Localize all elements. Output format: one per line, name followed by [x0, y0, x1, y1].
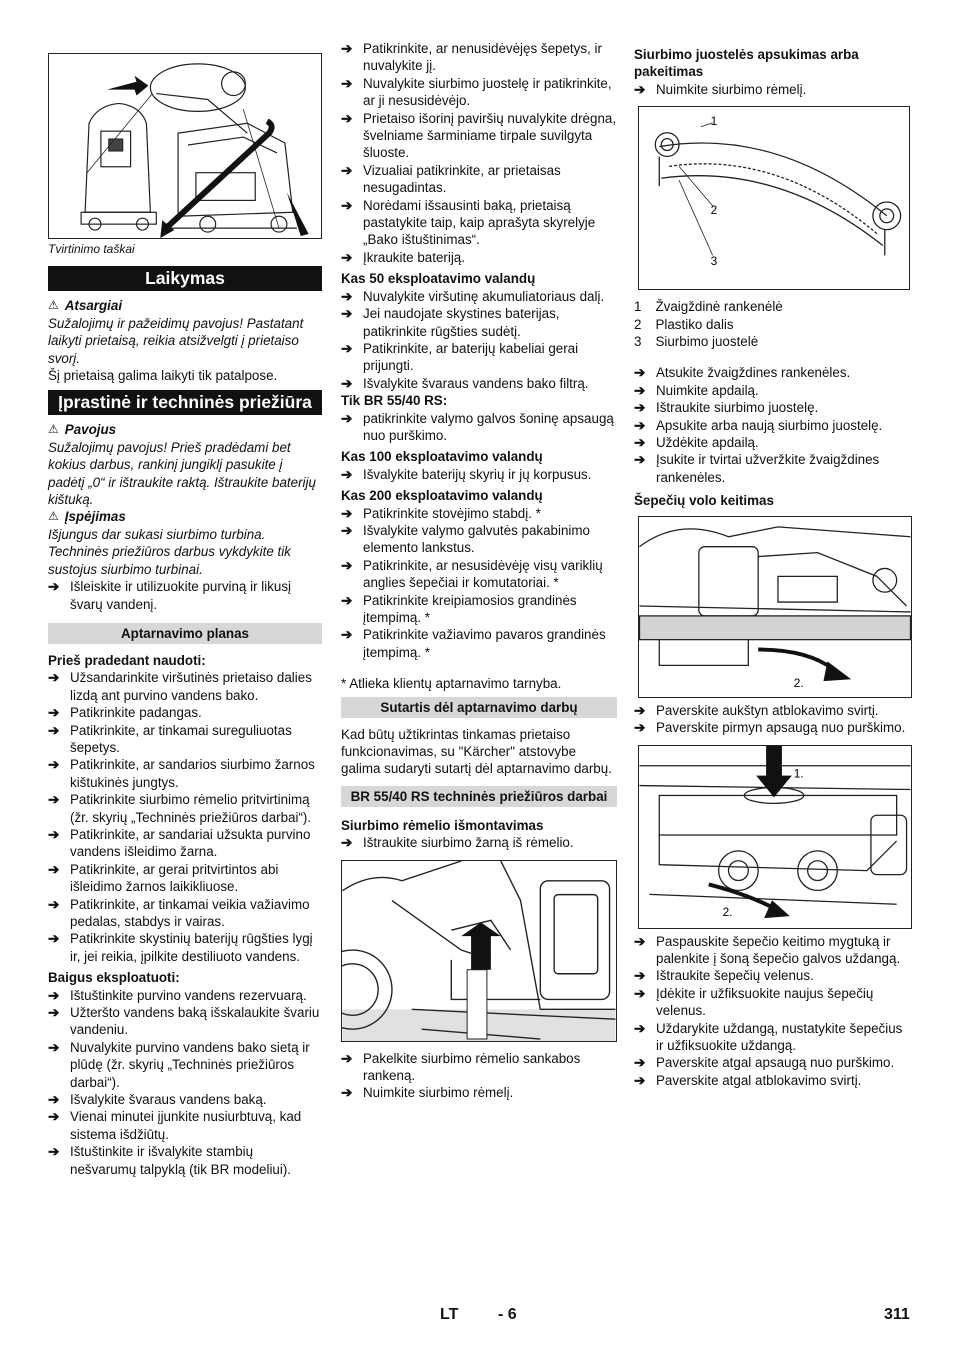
heading-200h: Kas 200 eksploatavimo valandų — [341, 488, 543, 504]
fig3-label-2: 2. — [722, 904, 733, 919]
arrow-icon: ➔ — [341, 288, 353, 304]
list-item: ➔ Vienai minutei įjunkite nusiurbtuvą, kad sistema išdžiūtų. — [48, 1109, 302, 1142]
list-item: ➔ Patikrinkite, ar baterijų kabeliai gerai prijungti. — [341, 340, 579, 374]
figure-squeegee — [638, 106, 910, 290]
steps-only-br — [341, 410, 617, 445]
list-item: ➔ Patikrinkite, ar sandarios siurbimo žarnos kištukinės jungtys. — [48, 757, 315, 790]
list-item: ➔ Pakelkite siurbimo rėmelio sankabos rankeną. — [341, 1050, 581, 1084]
frame-lever-illustration — [342, 861, 616, 1041]
list-item: ➔ Ištuštinkite purvino vandens rezervuarą. — [48, 987, 307, 1003]
list-item: ➔ Patikrinkite padangas. — [48, 705, 202, 721]
strip-steps-1 — [634, 81, 912, 98]
heading-50h: Kas 50 eksploatavimo valandų — [341, 271, 536, 287]
list-item: ➔ Uždarykite uždangą, nustatykite šepečius ir užfiksuokite uždangą. — [634, 1020, 903, 1053]
list-item: ➔ Uždėkite apdailą. — [634, 435, 759, 451]
remove-steps-1 — [341, 834, 617, 851]
arrow-icon: ➔ — [48, 861, 60, 877]
list-item: ➔ Patikrinkite, ar tinkamai sureguliuotas šepetys. — [48, 722, 292, 755]
legend-item: 2 Plastiko dalis — [634, 316, 734, 332]
arrow-icon: ➔ — [341, 1085, 353, 1101]
list-item: ➔ Įdėkite ir užfiksuokite naujus šepečių velenus. — [634, 985, 874, 1019]
list-item: ➔ Paspauskite šepečio keitimo mygtuką ir palenkite į šoną šepečio galvos uždangą. — [634, 933, 901, 966]
danger-label — [48, 421, 322, 438]
list-item: ➔ Patikrinkite siurbimo rėmelio pritvirtinimą (žr. skyrių „Techninės priežiūros darbai“). — [48, 792, 312, 825]
danger-text: Sužalojimų pavojus! Prieš pradėdami bet kokius darbus, rankinį jungiklį pasukite į padėtį „0“ ir ištraukite raktą. Ištraukite baterijų kištuką. — [48, 439, 316, 508]
arrow-icon: ➔ — [634, 400, 646, 416]
list-item: ➔ Nuimkite apdailą. — [634, 382, 759, 398]
arrow-icon: ➔ — [634, 81, 646, 97]
caution-label — [48, 297, 322, 314]
list-item: ➔ Patikrinkite važiavimo pavaros grandinės įtempimą. * — [341, 627, 606, 660]
figure-brush-cover — [638, 745, 912, 929]
footer-local-page: - 6 — [498, 1306, 517, 1323]
list-item: ➔ Vizualiai patikrinkite, ar prietaisas nesugadintas. — [341, 162, 561, 196]
caution-text: Sužalojimų ir pažeidimų pavojus! Pastatant laikyti prietaisą, reikia atsižvelgti į prietaiso svorį. — [48, 315, 304, 366]
arrow-icon: ➔ — [341, 41, 353, 56]
arrow-icon: ➔ — [634, 720, 646, 736]
arrow-icon: ➔ — [48, 1005, 60, 1021]
list-item: ➔ Įkraukite bateriją. — [341, 249, 465, 265]
list-item: ➔ Ištraukite šepečių velenus. — [634, 968, 814, 984]
arrow-icon: ➔ — [634, 435, 646, 451]
steps-100h — [341, 466, 617, 483]
list-item: ➔ Užteršto vandens baką išskalaukite švariu vandeniu. — [48, 1005, 320, 1038]
list-item: ➔ Užsandarinkite viršutinės prietaiso dalies lizdą ant purvino vandens bako. — [48, 670, 312, 703]
arrow-icon: ➔ — [634, 382, 646, 398]
footnote: * Atlieka klientų aptarnavimo tarnyba. — [341, 676, 562, 692]
arrow-icon: ➔ — [634, 702, 646, 718]
before-title: Prieš pradedant naudoti: — [48, 652, 206, 668]
arrow-icon: ➔ — [48, 1144, 60, 1160]
list-item: ➔ Patikrinkite stovėjimo stabdį. * — [341, 505, 541, 521]
arrow-icon: ➔ — [634, 452, 646, 468]
arrow-icon: ➔ — [341, 1050, 353, 1066]
list-item: ➔ Patikrinkite, ar nesusidėvėję visų variklių anglies šepečiai ir komutatoriai. * — [341, 557, 603, 591]
caution-label-text: Atsargiai — [64, 298, 123, 314]
list-item: ➔ Paverskite pirmyn apsaugą nuo purškimo. — [634, 720, 906, 736]
steps-50h — [341, 288, 617, 392]
warning-text: Išjungus dar sukasi siurbimo turbina. Techninės priežiūros darbus vykdykite tik sustojus siurbimo turbinai. — [48, 526, 291, 577]
list-item: ➔ Patikrinkite, ar gerai pritvirtintos abi išleidimo žarnos laikikliuose. — [48, 861, 279, 895]
legend-item: 1 Žvaigždinė rankenėlė — [634, 299, 783, 315]
arrow-icon: ➔ — [48, 579, 60, 595]
arrow-icon: ➔ — [634, 985, 646, 1001]
list-item: ➔ Paverskite atgal apsaugą nuo purškimo. — [634, 1055, 895, 1071]
list-item: ➔ Įsukite ir tvirtai užveržkite žvaigždines rankenėles. — [634, 452, 880, 485]
steps-200h — [341, 505, 617, 662]
arrow-icon: ➔ — [48, 1092, 60, 1108]
list-item: ➔ Nuvalykite viršutinę akumuliatoriaus dalį. — [341, 288, 605, 304]
list-item: ➔ Nuvalykite purvino vandens bako sietą ir plūdę (žr. skyrių „Techninės priežiūros darbai“). — [48, 1039, 310, 1090]
arrow-icon: ➔ — [341, 197, 353, 213]
danger-label-text: Pavojus — [64, 422, 117, 438]
arrow-icon: ➔ — [341, 522, 353, 538]
arrow-icon: ➔ — [48, 792, 60, 808]
section-heading-br-service: BR 55/40 RS techninės priežiūros darbai — [341, 786, 617, 807]
top-steps — [341, 40, 617, 266]
list-item: ➔ Ištraukite siurbimo juostelę. — [634, 400, 819, 416]
heading-100h: Kas 100 eksploatavimo valandų — [341, 449, 543, 465]
heading-only-br: Tik BR 55/40 RS: — [341, 393, 448, 409]
list-item: ➔ Ištuštinkite ir išvalykite stambių nešvarumų talpyklą (tik BR modeliui). — [48, 1144, 292, 1177]
machine-illustration — [49, 54, 321, 238]
arrow-icon: ➔ — [634, 1072, 646, 1088]
list-item: ➔ Išvalykite švaraus vandens baką. — [48, 1092, 267, 1108]
footer-page-number: 311 — [884, 1306, 910, 1323]
warning-triangle-icon: ⚠ — [48, 298, 59, 313]
arrow-icon: ➔ — [48, 670, 60, 686]
arrow-icon: ➔ — [634, 968, 646, 984]
after-title: Baigus eksploatuoti: — [48, 970, 180, 986]
release-lever-illustration — [639, 517, 911, 697]
arrow-icon: ➔ — [341, 110, 353, 126]
arrow-icon: ➔ — [48, 987, 60, 1003]
list-item: ➔ Patikrinkite, ar tinkamai veikia važiavimo pedalas, stabdys ir vairas. — [48, 896, 310, 929]
arrow-icon: ➔ — [634, 417, 646, 433]
list-item: ➔ Nuimkite siurbimo rėmelį. — [634, 81, 807, 97]
warning-label-text: Įspėjimas — [64, 509, 126, 525]
arrow-icon: ➔ — [48, 896, 60, 912]
list-item: ➔ Paverskite atgal atblokavimo svirtį. — [634, 1072, 862, 1088]
heading-remove-frame: Siurbimo rėmelio išmontavimas — [341, 817, 544, 833]
list-item: ➔ Išleiskite ir utilizuokite purviną ir likusį švarų vandenį. — [48, 579, 292, 612]
callout-1: 1 — [710, 114, 718, 129]
arrow-icon: ➔ — [634, 365, 646, 381]
list-item: ➔ Patikrinkite, ar sandariai užsukta purvino vandens išleidimo žarna. — [48, 826, 311, 860]
footer-language: LT — [440, 1306, 459, 1323]
legend-item: 3 Siurbimo juostelė — [634, 334, 759, 350]
warning-triangle-icon: ⚠ — [48, 422, 59, 437]
list-item: ➔ Apsukite arba naują siurbimo juostelę. — [634, 417, 883, 433]
arrow-icon: ➔ — [48, 1039, 60, 1055]
column-2 — [341, 40, 617, 1102]
list-item: ➔ Nuvalykite siurbimo juostelę ir patikrinkite, ar ji nesusidėvėjo. — [341, 75, 612, 109]
arrow-icon: ➔ — [634, 1020, 646, 1036]
callout-2: 2 — [710, 203, 718, 218]
section-heading-contract: Sutartis dėl aptarnavimo darbų — [341, 697, 617, 718]
arrow-icon: ➔ — [341, 627, 353, 643]
list-item: ➔ Atsukite žvaigždines rankenėles. — [634, 365, 851, 381]
arrow-icon: ➔ — [341, 162, 353, 178]
squeegee-illustration — [639, 107, 909, 289]
arrow-icon: ➔ — [634, 1055, 646, 1071]
figure-machine-fixing-points — [48, 53, 322, 239]
figure-release-lever — [638, 516, 912, 698]
arrow-icon: ➔ — [341, 306, 353, 322]
arrow-icon: ➔ — [48, 722, 60, 738]
fig3-label-1: 1. — [793, 766, 804, 781]
section-heading-maintenance: Įprastinė ir techninės priežiūra — [48, 390, 322, 415]
figure-caption: Tvirtinimo taškai — [48, 242, 135, 256]
list-item: ➔ patikrinkite valymo galvos šoninę apsaugą nuo purškimo. — [341, 410, 614, 443]
warning-label — [48, 508, 322, 525]
arrow-icon: ➔ — [341, 340, 353, 356]
arrow-icon: ➔ — [341, 249, 353, 265]
list-item: ➔ Jei naudojate skystines baterijas, patikrinkite rūgšties sudėtį. — [341, 306, 560, 339]
list-item: ➔ Nuimkite siurbimo rėmelį. — [341, 1085, 514, 1101]
list-item: ➔ Ištraukite siurbimo žarną iš rėmelio. — [341, 835, 574, 851]
arrow-icon: ➔ — [341, 75, 353, 91]
warning-steps — [48, 578, 322, 613]
after-steps — [48, 987, 322, 1178]
arrow-icon: ➔ — [634, 933, 646, 949]
warning-triangle-icon: ⚠ — [48, 509, 59, 524]
arrow-icon: ➔ — [341, 835, 353, 851]
arrow-icon: ➔ — [341, 466, 353, 482]
brush-cover-illustration — [639, 746, 911, 928]
arrow-icon: ➔ — [341, 557, 353, 573]
before-steps — [48, 669, 322, 965]
arrow-icon: ➔ — [48, 826, 60, 842]
list-item: ➔ Išvalykite baterijų skyrių ir jų korpusus. — [341, 466, 592, 482]
list-item: ➔ Patikrinkite, ar nenusidėvėjęs šepetys, ir nuvalykite jį. — [341, 41, 602, 74]
strip-steps-2 — [634, 364, 912, 486]
remove-steps-2 — [341, 1050, 617, 1102]
list-item: ➔ Prietaiso išorinį paviršių nuvalykite drėgna, švelniame šarminiame tirpale suvilgyta šluoste. — [341, 110, 617, 161]
figure-frame-lever — [341, 860, 617, 1042]
list-item: ➔ Išvalykite valymo galvutės pakabinimo elemento lankstus. — [341, 522, 591, 556]
arrow-icon: ➔ — [48, 1109, 60, 1125]
column-1 — [48, 40, 322, 1178]
list-item: ➔ Išvalykite švaraus vandens bako filtrą. — [341, 375, 589, 391]
list-item: ➔ Patikrinkite skystinių baterijų rūgšties lygį ir, jei reikia, įpilkite destiliuoto vandens. — [48, 931, 313, 964]
storage-text: Šį prietaisą galima laikyti tik patalpose. — [48, 368, 278, 384]
heading-strip: Siurbimo juostelės apsukimas arba pakeitimas — [634, 47, 859, 80]
arrow-icon: ➔ — [341, 375, 353, 391]
heading-brush-change: Šepečių volo keitimas — [634, 493, 774, 509]
brush-steps-2 — [634, 933, 912, 1090]
arrow-icon: ➔ — [48, 931, 60, 947]
arrow-icon: ➔ — [341, 505, 353, 521]
arrow-icon: ➔ — [48, 705, 60, 721]
arrow-icon: ➔ — [341, 592, 353, 608]
brush-steps-1 — [634, 702, 912, 737]
column-3 — [634, 40, 912, 1089]
fig2-label: 2. — [793, 675, 804, 690]
list-item: ➔ Norėdami išsausinti baką, prietaisą pastatykite taip, kaip aprašyta skyrelyje „Bako ištuštinimas“. — [341, 197, 596, 248]
callout-3: 3 — [710, 254, 718, 269]
list-item: ➔ Patikrinkite kreipiamosios grandinės įtempimą. * — [341, 592, 577, 625]
section-heading-storage: Laikymas — [48, 266, 322, 291]
section-heading-service-plan: Aptarnavimo planas — [48, 623, 322, 644]
arrow-icon: ➔ — [48, 757, 60, 773]
arrow-icon: ➔ — [341, 410, 353, 426]
contract-text: Kad būtų užtikrintas tinkamas prietaiso funkcionavimas, su "Kärcher" atstovybe galima sudaryti sutartį dėl aptarnavimo darbų. — [341, 726, 612, 777]
list-item: ➔ Paverskite aukštyn atblokavimo svirtį. — [634, 702, 879, 718]
figure-legend — [634, 298, 912, 350]
